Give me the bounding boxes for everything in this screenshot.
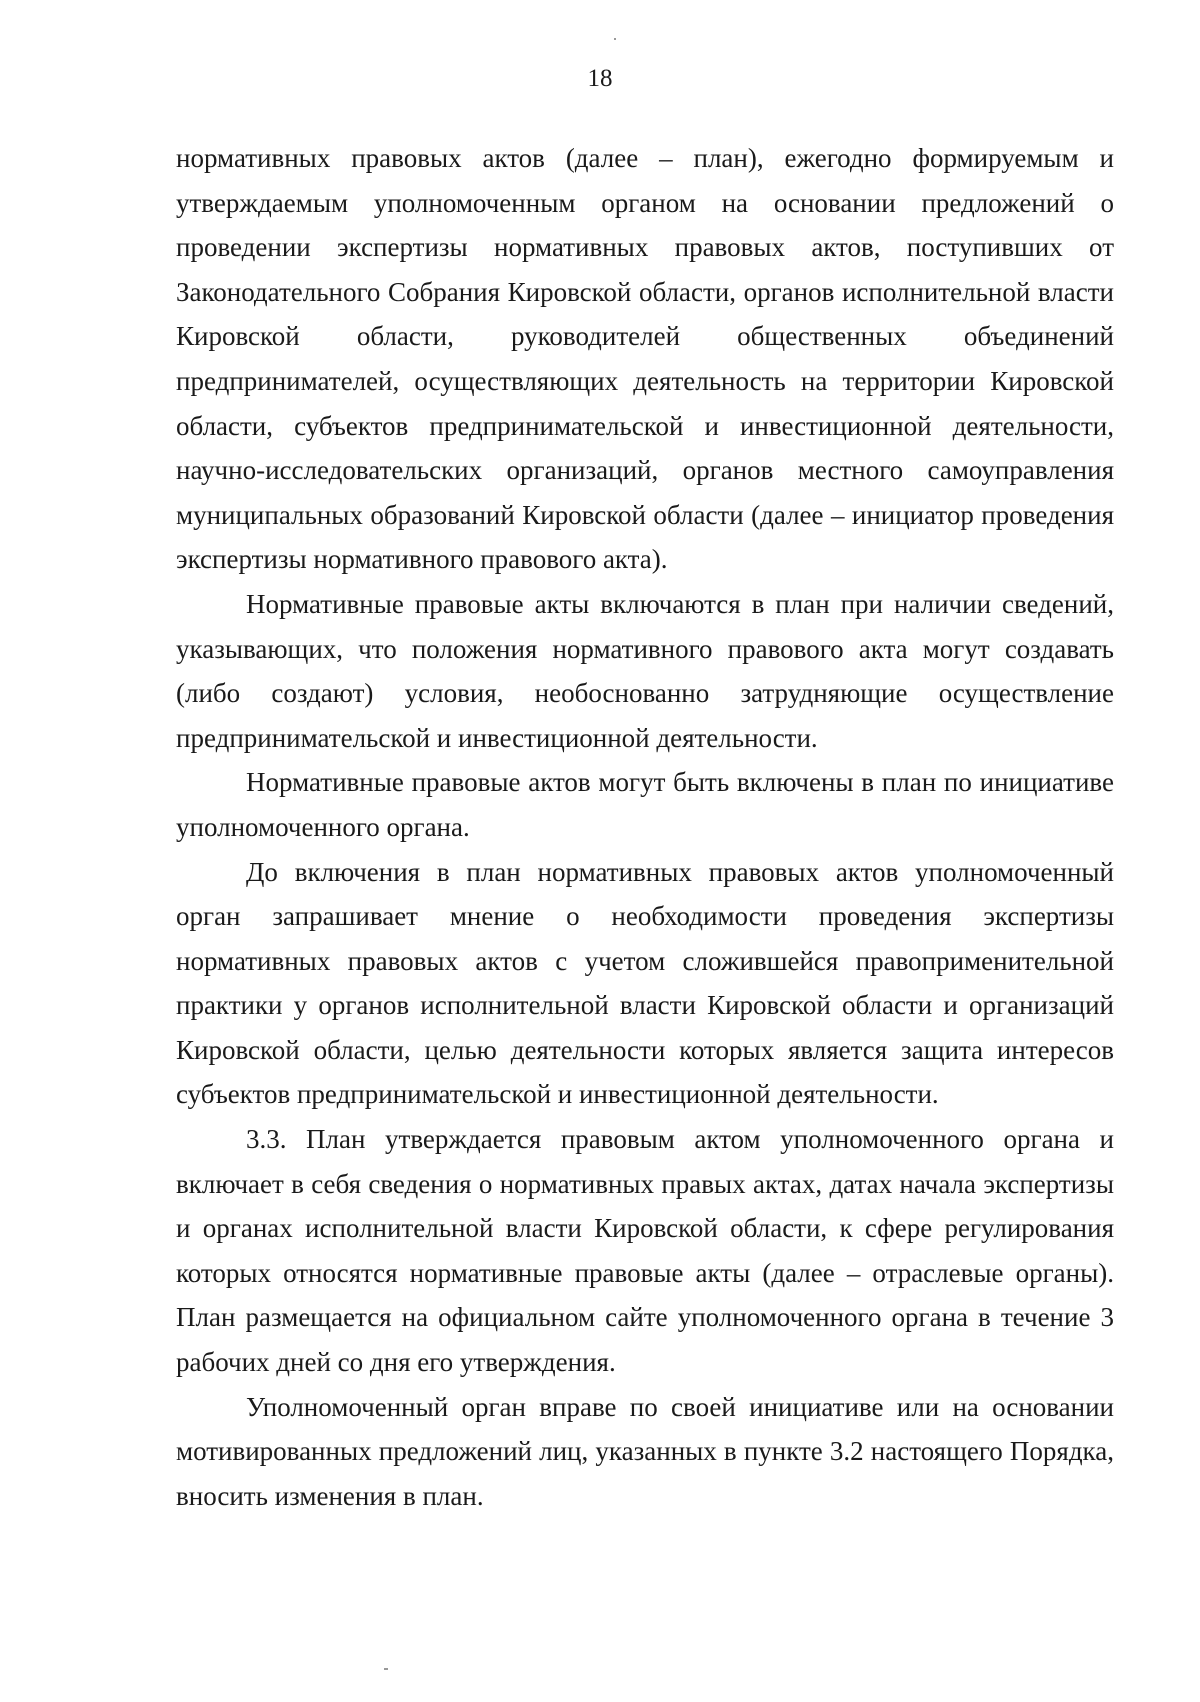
document-body	[176, 136, 1114, 1518]
scan-speck	[384, 1668, 388, 1670]
paragraph-authority-initiative: Нормативные правовые актов могут быть включены в план по инициативе уполномоченного органа.	[176, 767, 1114, 842]
paragraph-section-3-3: 3.3. План утверждается правовым актом уполномоченного органа и включает в себя сведения о нормативных правых актах, датах начала экспертизы и органах исполнительной власти Кировской области, к сфере регулирования которых относятся нормативные правовые акты (далее – отраслевые органы). План размещается на официальном сайте уполномоченного органа в течение 3 рабочих дней со дня его утверждения.	[176, 1124, 1114, 1378]
paragraph-plan-definition: нормативных правовых актов (далее – план), ежегодно формируемым и утверждаемым уполномоченным органом на основании предложений о проведении экспертизы нормативных правовых актов, поступивших от Законодательного Собрания Кировской области, органов исполнительной власти Кировской области, руководителей общественных объединений предпринимателей, осуществляющих деятельность на территории Кировской области, субъектов предпринимательской и инвестиционной деятельности, научно-исследовательских организаций, органов местного самоуправления муниципальных образований Кировской области (далее – инициатор проведения экспертизы нормативного правового акта).	[176, 143, 1114, 575]
paragraph-plan-amendments: Уполномоченный орган вправе по своей инициативе или на основании мотивированных предложений лиц, указанных в пункте 3.2 настоящего Порядка, вносить изменения в план.	[176, 1391, 1114, 1511]
paragraph-opinion-request: До включения в план нормативных правовых актов уполномоченный орган запрашивает мнение о необходимости проведения экспертизы нормативных правовых актов с учетом сложившейся правоприменительной практики у органов исполнительной власти Кировской области и организаций Кировской области, целью деятельности которых является защита интересов субъектов предпринимательской и инвестиционной деятельности.	[176, 856, 1114, 1110]
page-number: 18	[587, 65, 613, 92]
scan-speck	[614, 38, 616, 40]
paragraph-inclusion-criteria: Нормативные правовые акты включаются в план при наличии сведений, указывающих, что положения нормативного правового акта могут создавать (либо создают) условия, необоснованно затрудняющие осуществление предпринимательской и инвестиционной деятельности.	[176, 588, 1114, 753]
